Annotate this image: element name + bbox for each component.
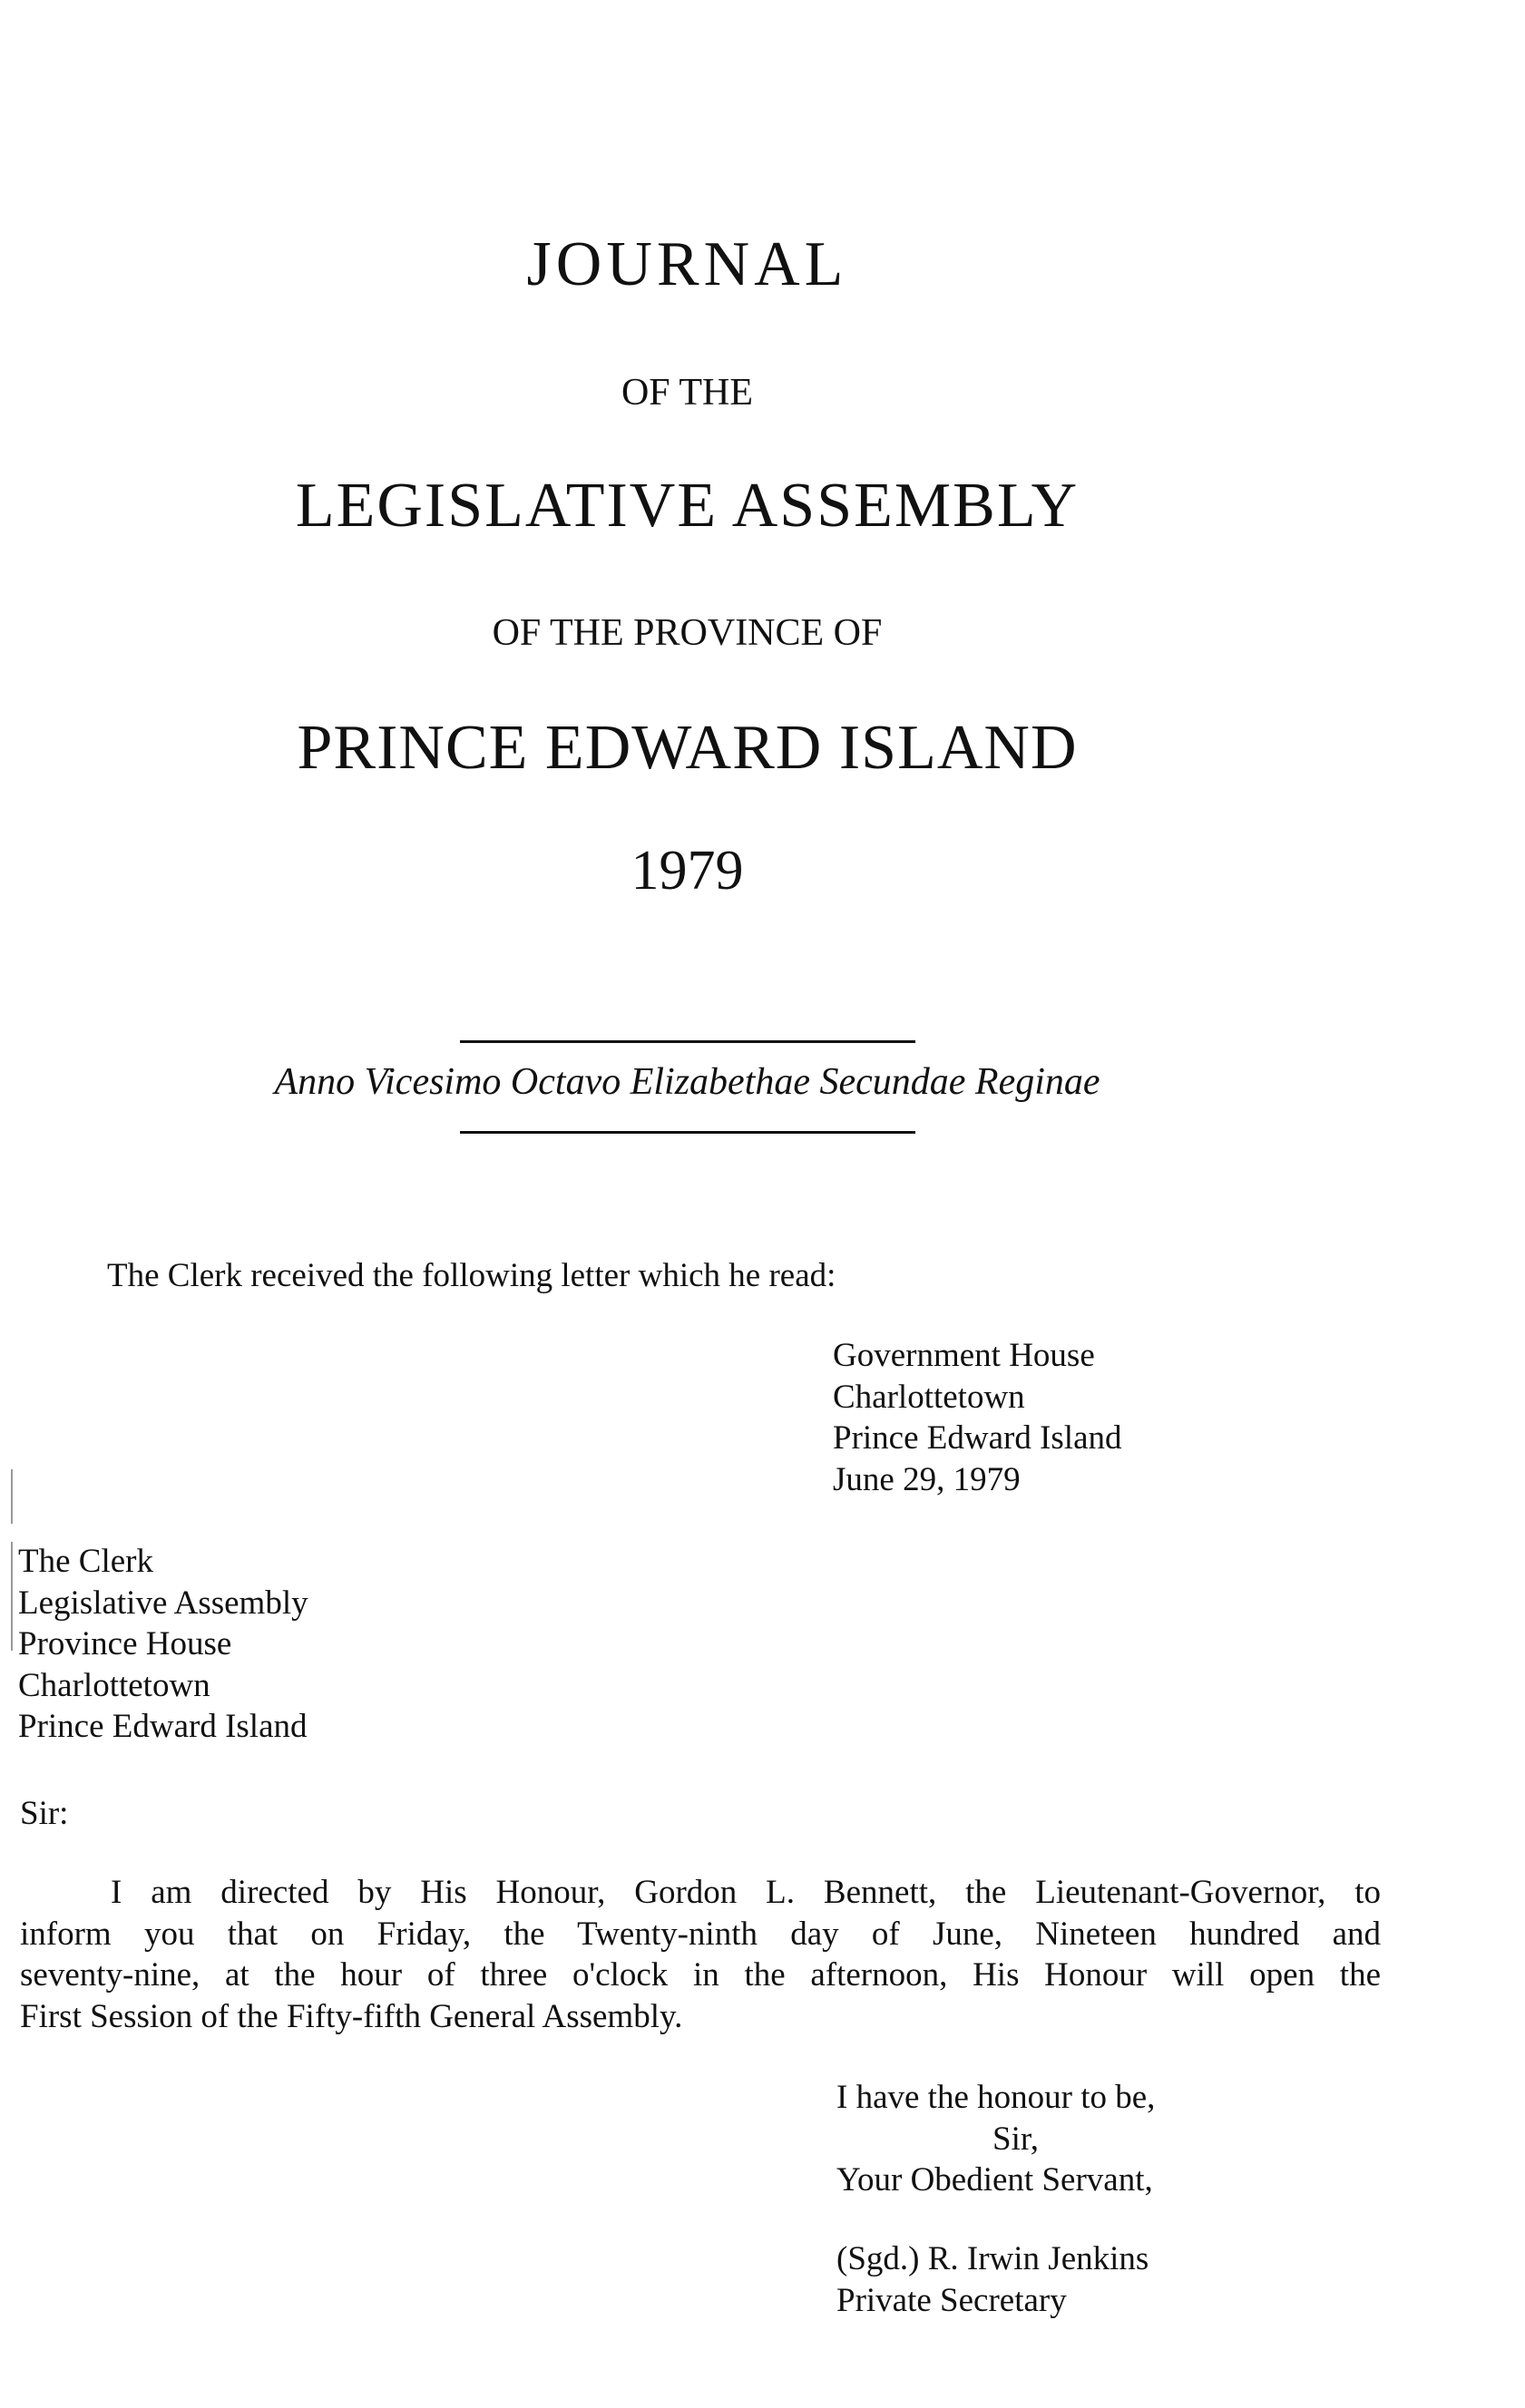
recipient-address-line: The Clerk — [18, 1543, 153, 1580]
intro-sentence: The Clerk received the following letter which he read: — [107, 1257, 836, 1294]
salutation: Sir: — [20, 1795, 69, 1832]
letter-body-line: inform you that on Friday, the Twenty-ninth day of June, Nineteen hundred and — [20, 1915, 1381, 1953]
journal-title: JOURNAL — [526, 229, 848, 299]
recipient-address-line: Legislative Assembly — [18, 1584, 308, 1622]
letter-body-line: I am directed by His Honour, Gordon L. Bennett, the Lieutenant-Governor, to — [111, 1874, 1381, 1911]
margin-mark — [11, 1469, 13, 1524]
signature-title: Private Secretary — [836, 2281, 1067, 2319]
letter-body-line: First Session of the Fifty-fifth General Assembly. — [20, 1997, 683, 2035]
sender-address-line: Charlottetown — [833, 1378, 1025, 1416]
recipient-address — [18, 1541, 308, 1748]
rule-top — [460, 1040, 915, 1043]
province-name-title: PRINCE EDWARD ISLAND — [297, 713, 1078, 783]
legislative-assembly-title: LEGISLATIVE ASSEMBLY — [295, 471, 1080, 541]
closing-line: Your Obedient Servant, — [836, 2161, 1153, 2198]
sender-address-line: Government House — [833, 1337, 1095, 1374]
letter-date: June 29, 1979 — [833, 1460, 1021, 1498]
journal-year: 1979 — [631, 840, 744, 902]
letter-closing — [836, 2077, 1155, 2201]
recipient-address-line: Charlottetown — [18, 1666, 210, 1704]
recipient-address-line: Province House — [18, 1625, 232, 1662]
heading-of-the: OF THE — [621, 372, 754, 414]
signature-block — [836, 2238, 1149, 2321]
margin-mark — [11, 1542, 13, 1651]
rule-bottom — [460, 1131, 915, 1134]
heading-province-of: OF THE PROVINCE OF — [492, 612, 883, 654]
signature-name: (Sgd.) R. Irwin Jenkins — [836, 2240, 1149, 2277]
letter-body-line: seventy-nine, at the hour of three o'clock in the afternoon, His Honour will open the — [20, 1956, 1381, 1994]
sender-address — [833, 1335, 1122, 1500]
letter-body — [20, 1872, 1381, 2037]
closing-line: I have the honour to be, — [836, 2079, 1156, 2116]
sender-address-line: Prince Edward Island — [833, 1419, 1122, 1457]
recipient-address-line: Prince Edward Island — [18, 1708, 308, 1745]
closing-sir: Sir, — [992, 2120, 1039, 2158]
regnal-year-line: Anno Vicesimo Octavo Elizabethae Secundae Reginae — [274, 1061, 1100, 1103]
